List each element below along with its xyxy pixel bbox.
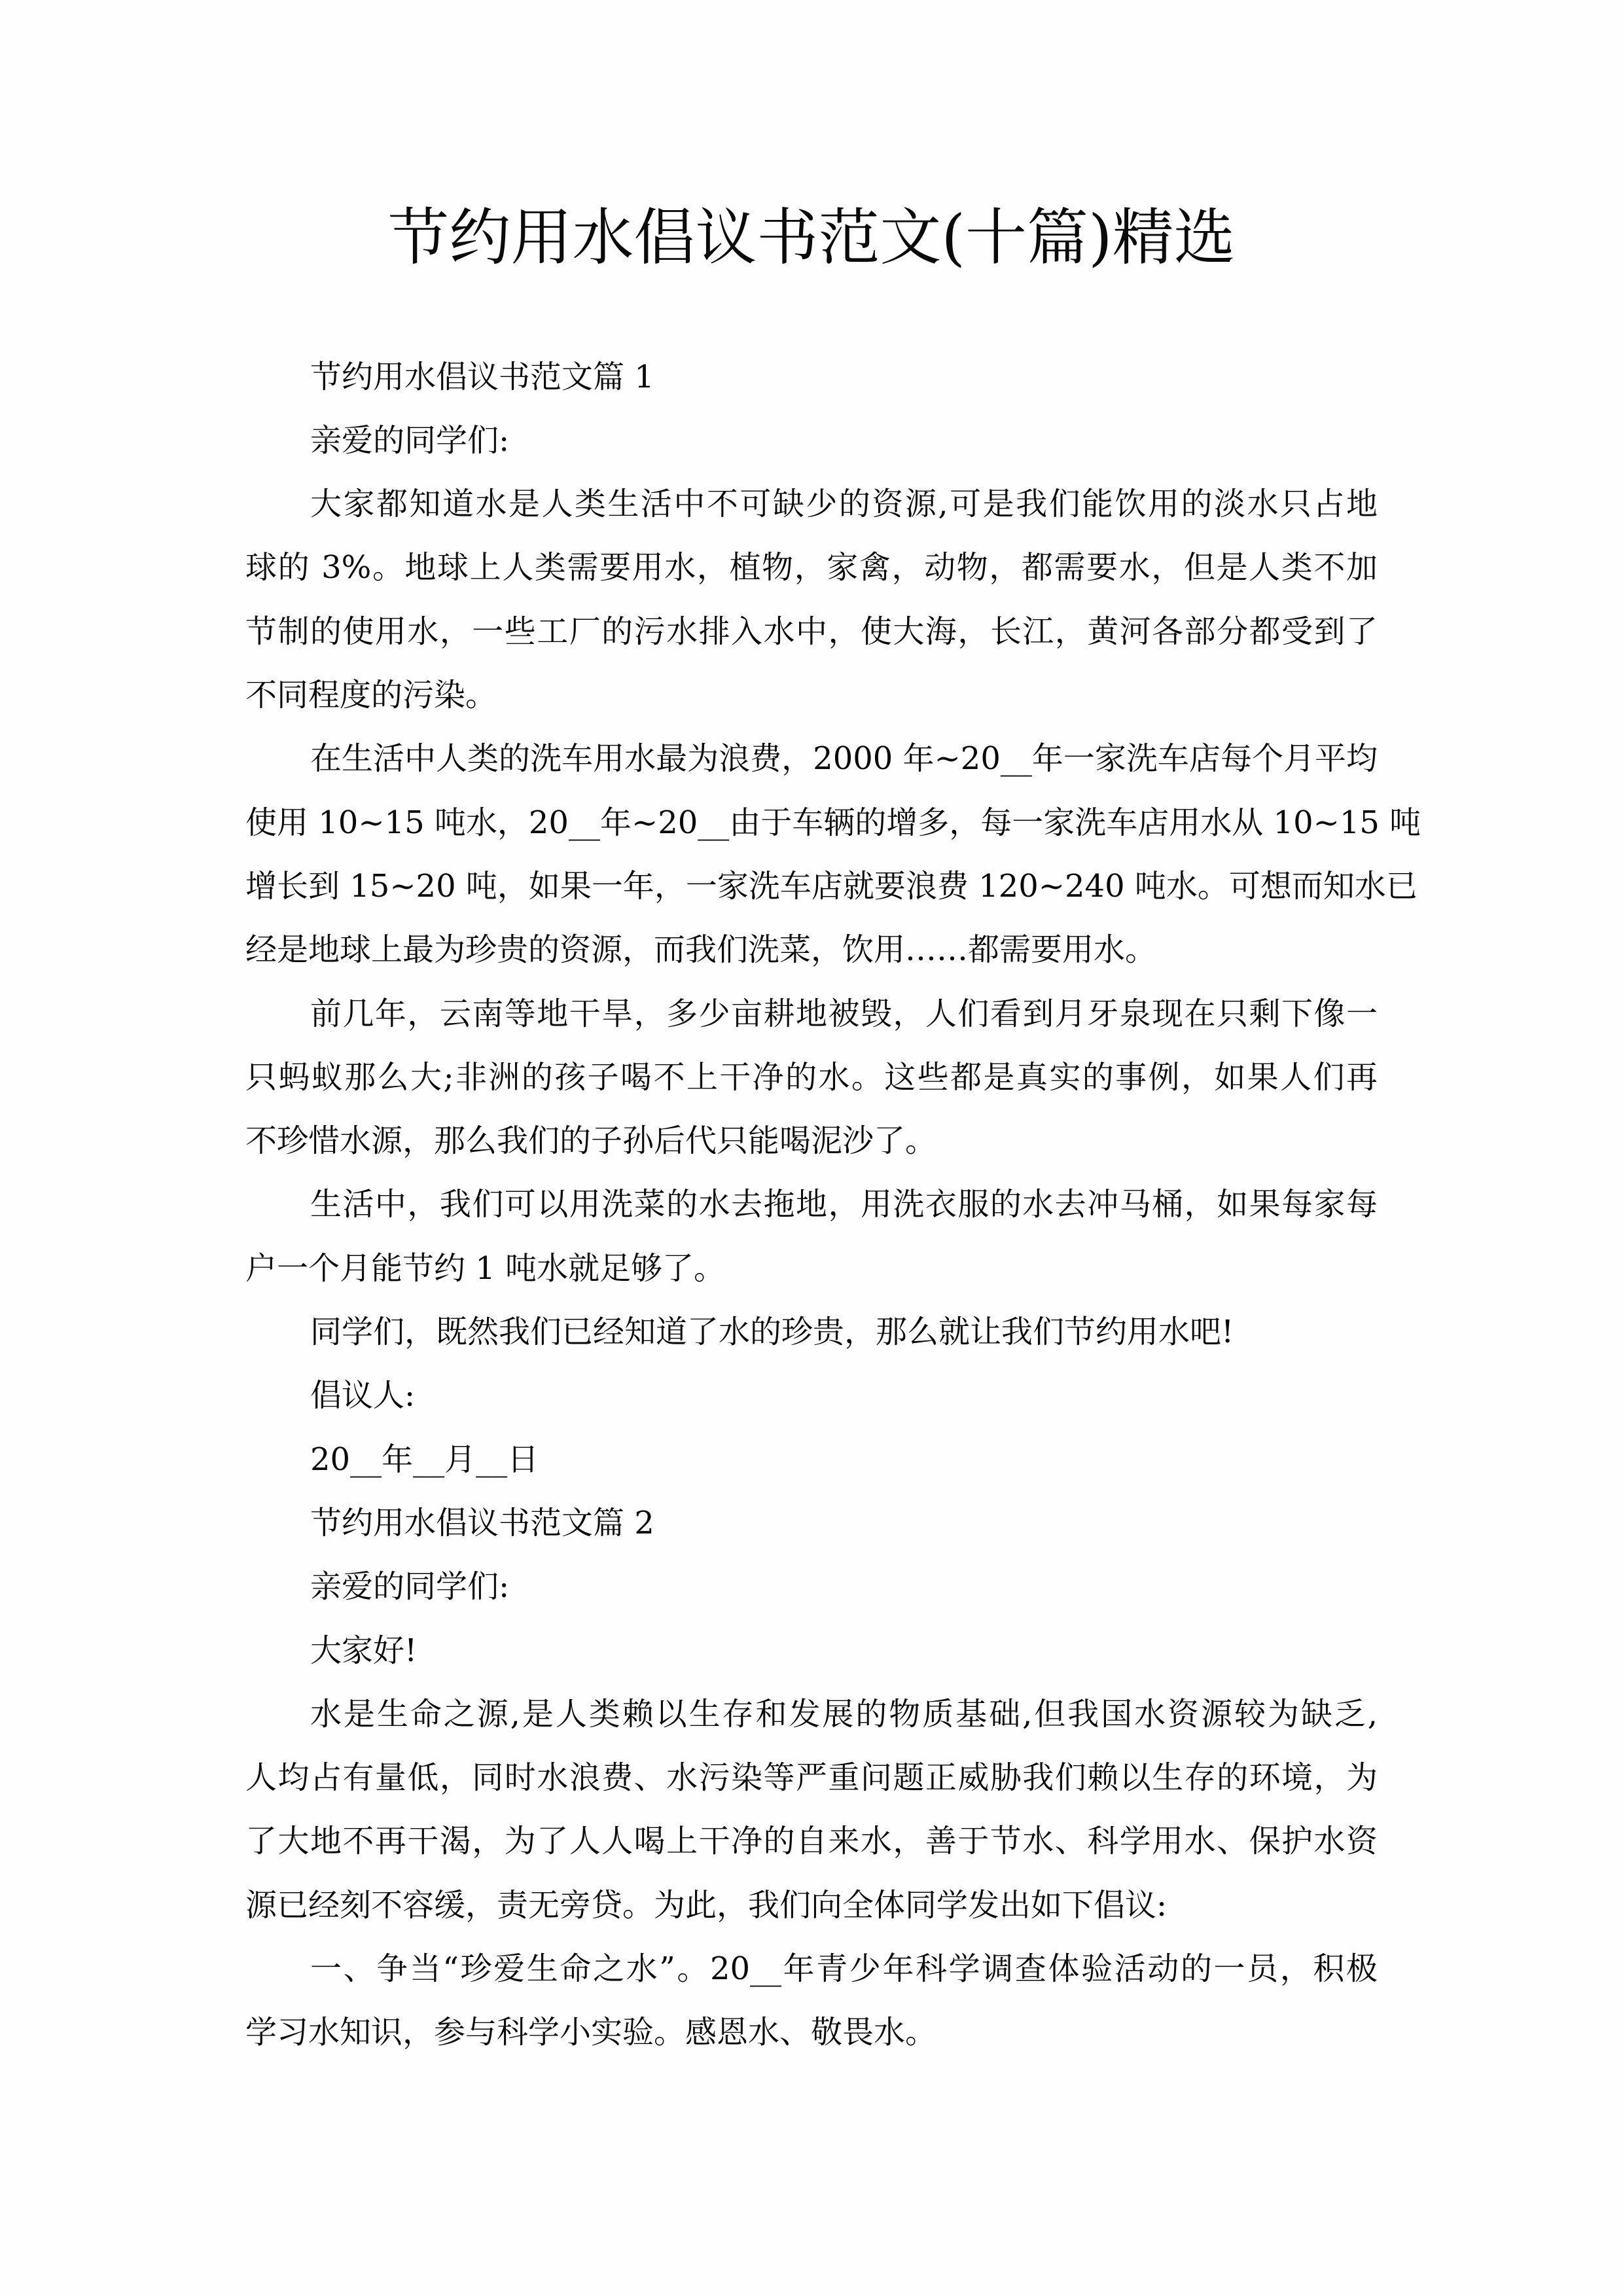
paragraph-line: 水是生命之源,是人类赖以生存和发展的物质基础,但我国水资源较为缺乏, [310,1696,1378,1732]
paragraph-line: 户一个月能节约 1 吨水就足够了。 [245,1250,726,1287]
paragraph-line: 节制的使用水，一些工厂的污水排入水中，使大海，长江，黄河各部分都受到了 [245,613,1378,650]
paragraph-line: 球的 3%。地球上人类需要用水，植物，家禽，动物，都需要水，但是人类不加 [245,549,1378,586]
paragraph-line: 源已经刻不容缓，责无旁贷。为此，我们向全体同学发出如下倡议: [245,1887,1168,1924]
salutation-line: 亲爱的同学们: [310,422,510,459]
paragraph-line: 一、争当“珍爱生命之水”。20__年青少年科学调查体验活动的一员，积极 [310,1950,1378,1987]
paragraph-line: 学习水知识，参与科学小实验。感恩水、敬畏水。 [245,2014,937,2051]
document-title: 节约用水倡议书范文(十篇)精选 [387,202,1236,274]
paragraph-line: 同学们，既然我们已经知道了水的珍贵，那么就让我们节约用水吧! [310,1314,1234,1350]
paragraph-line: 不同程度的污染。 [245,677,497,713]
paragraph-line: 使用 10~15 吨水，20__年~20__由于车辆的增多，每一家洗车店用水从 10~15 吨 [245,804,1421,841]
salutation-line: 亲爱的同学们: [310,1568,510,1605]
paragraph-line: 前几年，云南等地干旱，多少亩耕地被毁，人们看到月牙泉现在只剩下像一 [310,996,1378,1032]
paragraph-line: 生活中，我们可以用洗菜的水去拖地，用洗衣服的水去冲马桶，如果每家每 [310,1186,1378,1223]
paragraph-line: 大家都知道水是人类生活中不可缺少的资源,可是我们能饮用的淡水只占地 [310,486,1378,522]
greeting-line: 大家好! [310,1632,418,1669]
date-line: 20__年__月__日 [310,1441,539,1478]
paragraph-line: 了大地不再干渴，为了人人喝上干净的自来水，善于节水、科学用水、保护水资 [245,1823,1378,1859]
paragraph-line: 人均占有量低，同时水浪费、水污染等严重问题正威胁我们赖以生存的环境，为 [245,1759,1378,1796]
paragraph-line: 只蚂蚁那么大;非洲的孩子喝不上干净的水。这些都是真实的事例，如果人们再 [245,1059,1378,1096]
section-heading: 节约用水倡议书范文篇 2 [310,1505,654,1541]
section-heading: 节约用水倡议书范文篇 1 [310,359,654,395]
paragraph-line: 不珍惜水源，那么我们的子孙后代只能喝泥沙了。 [245,1122,937,1159]
paragraph-line: 在生活中人类的洗车用水最为浪费，2000 年~20__年一家洗车店每个月平均 [310,740,1378,777]
signature-line: 倡议人: [310,1377,416,1414]
paragraph-line: 增长到 15~20 吨，如果一年，一家洗车店就要浪费 120~240 吨水。可想而知水已 [245,868,1418,905]
paragraph-line: 经是地球上最为珍贵的资源，而我们洗菜，饮用……都需要用水。 [245,931,1157,968]
